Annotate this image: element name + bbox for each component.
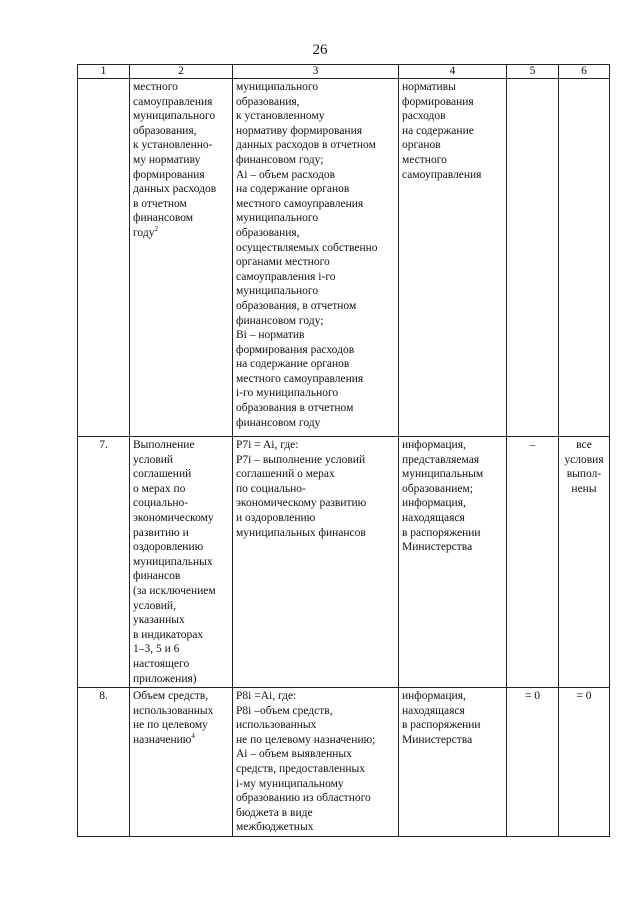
header-col-1: 1 — [78, 65, 130, 79]
col6-cell: все условия выпол- нены — [559, 437, 610, 688]
header-col-2: 2 — [130, 65, 233, 79]
footnote-ref: 2 — [154, 225, 158, 234]
indicator-table — [77, 64, 610, 837]
indicator-text: Выполнение условий соглашений о мерах по социально- экономическому развитию и оздоровлению муниципальных финансов (за исключением условий, указанных в индикаторах 1–3, 5 и 6 настоящего приложения) — [133, 439, 216, 685]
footnote-ref: 4 — [191, 732, 195, 741]
header-col-5: 5 — [507, 65, 559, 79]
table-row — [78, 437, 610, 688]
formula-cell: P7i = Ai, где: P7i – выполнение условий соглашений о мерах по социально- экономическому развитию и оздоровлению муниципальных финансов — [233, 437, 399, 688]
indicator-text: Объем средств, использованных не по целевому назначению — [133, 690, 214, 746]
formula-cell: P8i =Ai, где: P8i –объем средств, использованных не по целевому назначению; Ai – объем выявленных средств, предоставленных i-му муниципальному образованию из областного бюджета в виде межбюджетных — [233, 688, 399, 837]
col5-cell: = 0 — [507, 688, 559, 837]
header-col-4: 4 — [399, 65, 507, 79]
table-header-row — [78, 65, 610, 79]
row-number: 7. — [78, 437, 130, 688]
indicator-cell — [130, 79, 233, 437]
indicator-text: местного самоуправления муниципального образования, к установленно- му нормативу формирования данных расходов в отчетном финансовом году — [133, 81, 217, 239]
formula-cell: муниципального образования, к установленному нормативу формирования данных расходов в отчетном финансовом году; Ai – объем расходов на содержание органов местного самоуправления муниципального образования, осуществляемых собственно органами местного самоуправления i-го муниципального образования, в отчетном финансовом году; Bi – норматив формирования расходов на содержание органов местного самоуправления i-го муниципального образования в отчетном финансовом году — [233, 79, 399, 437]
col5-cell: – — [507, 437, 559, 688]
header-col-6: 6 — [559, 65, 610, 79]
row-number — [78, 79, 130, 437]
indicator-cell — [130, 437, 233, 688]
page-number: 26 — [312, 42, 328, 58]
col5-cell — [507, 79, 559, 437]
table-row — [78, 79, 610, 437]
source-cell: информация, представляемая муниципальным образованием; информация, находящаяся в распоряжении Министерства — [399, 437, 507, 688]
source-cell: нормативы формирования расходов на содержание органов местного самоуправления — [399, 79, 507, 437]
col6-cell — [559, 79, 610, 437]
header-col-3: 3 — [233, 65, 399, 79]
col6-cell: = 0 — [559, 688, 610, 837]
indicator-cell — [130, 688, 233, 837]
row-number: 8. — [78, 688, 130, 837]
table-row — [78, 688, 610, 837]
source-cell: информация, находящаяся в распоряжении Министерства — [399, 688, 507, 837]
